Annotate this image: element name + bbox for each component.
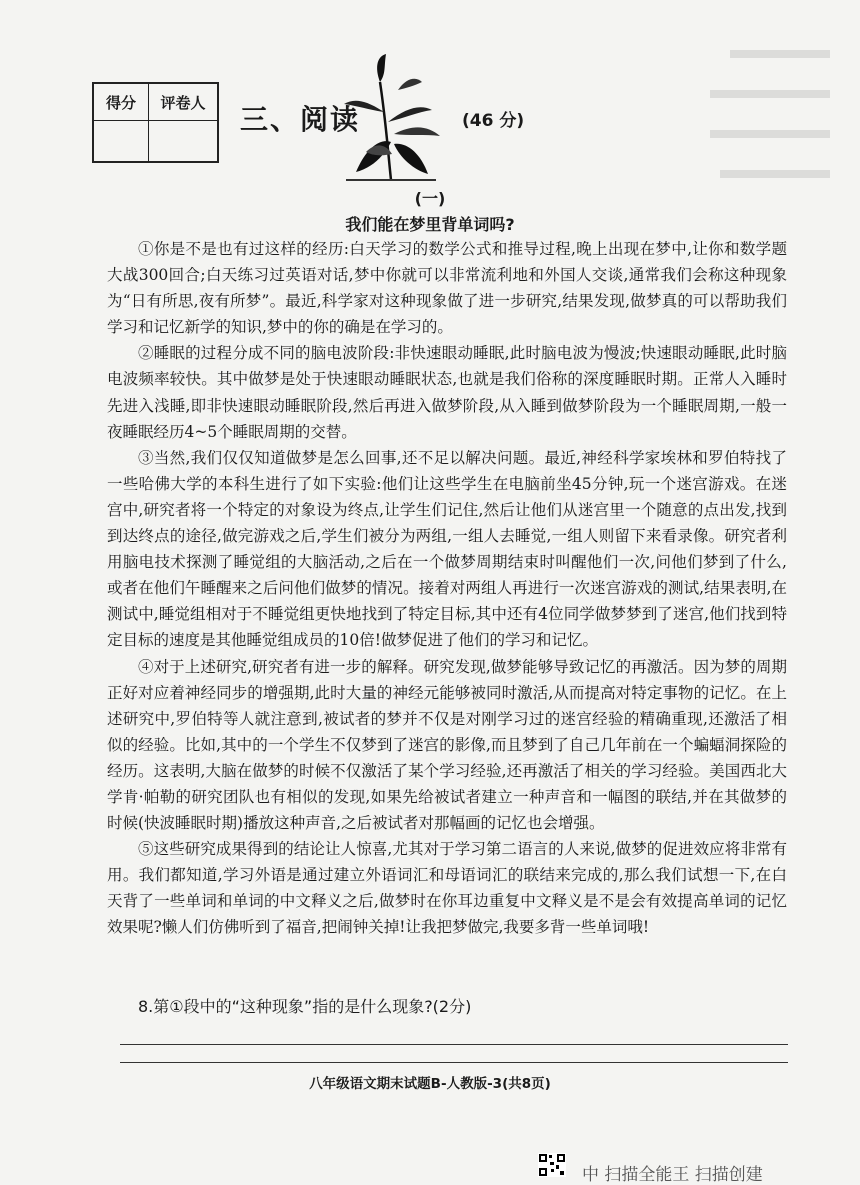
paragraph-1: ①你是不是也有过这样的经历:白天学习的数学公式和推导过程,晚上出现在梦中,让你和数学题大战300回合;白天练习过英语对话,梦中你就可以非常流利地和外国人交谈,通常我们会称这种现象为“日有所思,夜有所梦”。最近,科学家对这种现象做了进一步研究,结果发现,做梦真的可以帮助我们学习和记忆新学的知识,梦中的你的确是在学习的。: [107, 240, 787, 337]
paragraph-5: ⑤这些研究成果得到的结论让人惊喜,尤其对于学习第二语言的人来说,做梦的促进效应将非常有用。我们都知道,学习外语是通过建立外语词汇和母语词汇的联结来完成的,那么我们试想一下,在白天背了一些单词和单词的中文释义之后,做梦时在你耳边重复中文释义是不是会有效提高单词的记忆效果呢?懒人们仿佛听到了福音,把闹钟关掉!让我把梦做完,我要多背一些单词哦!: [107, 840, 787, 937]
paragraph-3: ③当然,我们仅仅知道做梦是怎么回事,还不足以解决问题。最近,神经科学家埃林和罗伯特找了一些哈佛大学的本科生进行了如下实验:他们让这些学生在电脑前坐45分钟,玩一个迷宫游戏。在迷宫中,研究者将一个特定的对象设为终点,让学生们记住,然后让他们从迷宫里一个随意的点出发,找到到达终点的途径,做完游戏之后,学生们被分为两组,一组人去睡觉,一组人则留下来看录像。研究者利用脑电技术探测了睡觉组的大脑活动,之后在一个做梦周期结束时叫醒他们一次,问他们梦到了什么,或者在他们午睡醒来之后问他们做梦的情况。接着对两组人再进行一次迷宫游戏的测试,结果表明,在测试中,睡觉组相对于不睡觉组更快地找到了特定目标,其中还有4位同学做梦梦到了迷宫,他们找到特定目标的速度是其他睡觉组成员的10倍!做梦促进了他们的学习和记忆。: [107, 448, 787, 650]
scanner-watermark: 中 扫描全能王 扫描创建: [582, 1165, 763, 1185]
paragraph-2: ②睡眠的过程分成不同的脑电波阶段:非快速眼动睡眠,此时脑电波为慢波;快速眼动睡眠,此时脑电波频率较快。其中做梦是处于快速眼动睡眠状态,也就是我们俗称的深度睡眠时期。正常人入睡时先进入浅睡,即非快速眼动睡眠阶段,然后再进入做梦阶段,从入睡到做梦阶段为一个睡眠周期,一般一夜睡眠经历4~5个睡眠周期的交替。: [107, 344, 787, 441]
grader-cell[interactable]: [149, 121, 219, 163]
qr-code-icon: [538, 1153, 566, 1177]
paragraph-4: ④对于上述研究,研究者有进一步的解释。研究发现,做梦能够导致记忆的再激活。因为梦的周期正好对应着神经同步的增强期,此时大量的神经元能够被同时激活,从而提高对特定事物的记忆。在上述研究中,罗伯特等人就注意到,被试者的梦并不仅是对刚学习过的迷宫经验的精确重现,还激活了相似的经验。比如,其中的一个学生不仅梦到了迷宫的影像,而且梦到了自己几年前在一个蝙蝠洞探险的经历。这表明,大脑在做梦的时候不仅激活了某个学习经验,还再激活了相关的学习经验。美国西北大学肯·帕勒的研究团队也有相似的发现,如果先给被试者建立一种声音和一幅图的联结,并在其做梦的时候(快波睡眠时期)播放这种声音,之后被试者对那幅画的记忆也会增强。: [107, 657, 787, 833]
article-body: [107, 236, 787, 941]
article-title: 我们能在梦里背单词吗?: [345, 215, 515, 234]
score-label: 得分: [93, 83, 149, 121]
answer-line[interactable]: [120, 1044, 788, 1045]
grader-label: 评卷人: [149, 83, 219, 121]
score-cell[interactable]: [93, 121, 149, 163]
section-title: 三、阅读: [240, 103, 361, 136]
part-number: (一): [414, 189, 446, 208]
score-box: [92, 82, 219, 163]
answer-line[interactable]: [120, 1062, 788, 1063]
question-8: 8.第①段中的“这种现象”指的是什么现象?(2分): [138, 997, 472, 1016]
page-footer: 八年级语文期末试题B-人教版-3(共8页): [309, 1076, 551, 1092]
flower-decoration-icon: [336, 52, 446, 182]
section-score: (46 分): [462, 111, 525, 131]
